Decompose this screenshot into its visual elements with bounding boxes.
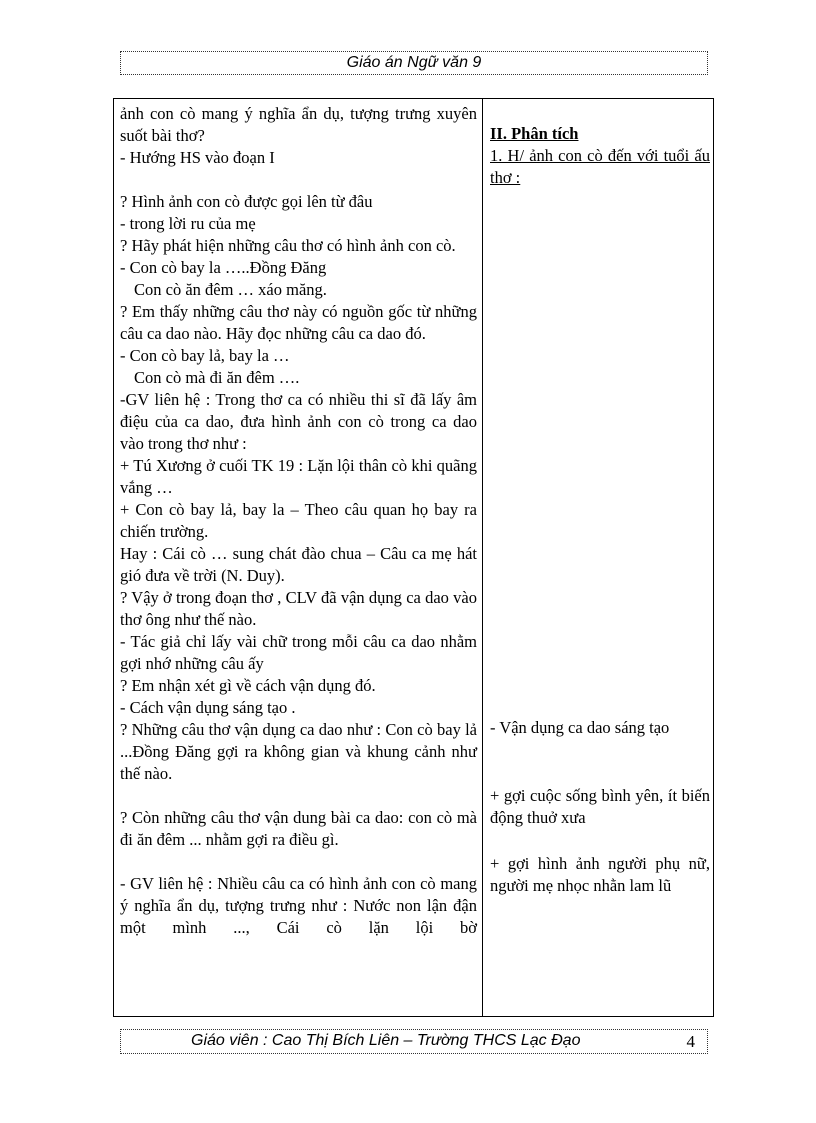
section-subheading: 1. H/ ảnh con cò đến với tuổi ấu thơ : <box>490 146 710 187</box>
left-paragraph: + Con cò bay lả, bay la – Theo câu quan họ bay ra chiến trường. <box>120 500 477 541</box>
left-paragraph: Con cò ăn đêm … xáo măng. <box>134 280 327 299</box>
blank-line <box>120 785 477 807</box>
left-paragraph: - Con cò bay la …..Đồng Đăng <box>120 258 327 277</box>
analysis-item: - Vận dụng ca dao sáng tạo <box>490 718 670 737</box>
column-divider <box>482 99 483 1016</box>
left-paragraph: Hay : Cái cò … sung chát đào chua – Câu ca mẹ hát gió đưa về trời (N. Duy). <box>120 544 477 585</box>
left-paragraph: Con cò mà đi ăn đêm …. <box>134 368 300 387</box>
left-paragraph: - Cách vận dụng sáng tạo . <box>120 698 296 717</box>
left-column <box>120 103 477 939</box>
left-paragraph: - Con cò bay lả, bay la … <box>120 346 290 365</box>
left-paragraph: - Tác giả chỉ lấy vài chữ trong mỗi câu ca dao nhằm gợi nhớ những câu ấy <box>120 632 477 673</box>
lesson-table <box>113 98 714 1017</box>
analysis-item: + gợi hình ảnh người phụ nữ, người mẹ nhọc nhằn lam lũ <box>490 854 710 895</box>
left-paragraph: - trong lời ru của mẹ <box>120 214 256 233</box>
left-paragraph: ? Em nhận xét gì về cách vận dụng đó. <box>120 676 376 695</box>
left-paragraph: ? Hãy phát hiện những câu thơ có hình ảnh con cò. <box>120 236 456 255</box>
left-paragraph: ảnh con cò mang ý nghĩa ẩn dụ, tượng trưng xuyên suốt bài thơ? <box>120 104 477 145</box>
left-paragraph: - GV liên hệ : Nhiều câu ca có hình ảnh con cò mang ý nghĩa ẩn dụ, tượng trưng như : Nước non lận đận một mình ..., Cái cò lặn lội bờ <box>120 874 477 937</box>
left-paragraph: + Tú Xương ở cuối TK 19 : Lặn lội thân cò khi quãng vắng … <box>120 456 477 497</box>
left-paragraph: ? Còn những câu thơ vận dung bài ca dao: con cò mà đi ăn đêm ... nhằm gợi ra điều gì. <box>120 808 477 849</box>
left-paragraph: ? Những câu thơ vận dụng ca dao như : Con cò bay lả ...Đồng Đăng gợi ra không gian và khung cảnh như thế nào. <box>120 720 477 783</box>
right-column <box>490 123 710 895</box>
blank-line <box>120 851 477 873</box>
left-paragraph: -GV liên hệ : Trong thơ ca có nhiều thi sĩ đã lấy âm điệu của ca dao, đưa hình ảnh con cò trong ca dao vào trong thơ như : <box>120 390 477 453</box>
page-number: 4 <box>686 1032 695 1051</box>
blank-line <box>120 169 477 191</box>
left-paragraph: ? Vậy ở trong đoạn thơ , CLV đã vận dụng ca dao vào thơ ông như thế nào. <box>120 588 477 629</box>
left-paragraph: ? Hình ảnh con cò được gọi lên từ đâu <box>120 192 373 211</box>
page-header <box>120 51 708 75</box>
page-footer <box>120 1029 708 1054</box>
left-paragraph: ? Em thấy những câu thơ này có nguồn gốc từ những câu ca dao nào. Hãy đọc những câu ca dao đó. <box>120 302 477 343</box>
footer-text: Giáo viên : Cao Thị Bích Liên – Trường THCS Lạc Đạo <box>191 1032 581 1049</box>
section-heading: II. Phân tích <box>490 124 579 143</box>
analysis-item: + gợi cuộc sống bình yên, ít biến động thuở xưa <box>490 786 710 827</box>
header-title: Giáo án Ngữ văn 9 <box>346 54 482 71</box>
left-paragraph: - Hướng HS vào đoạn I <box>120 148 275 167</box>
